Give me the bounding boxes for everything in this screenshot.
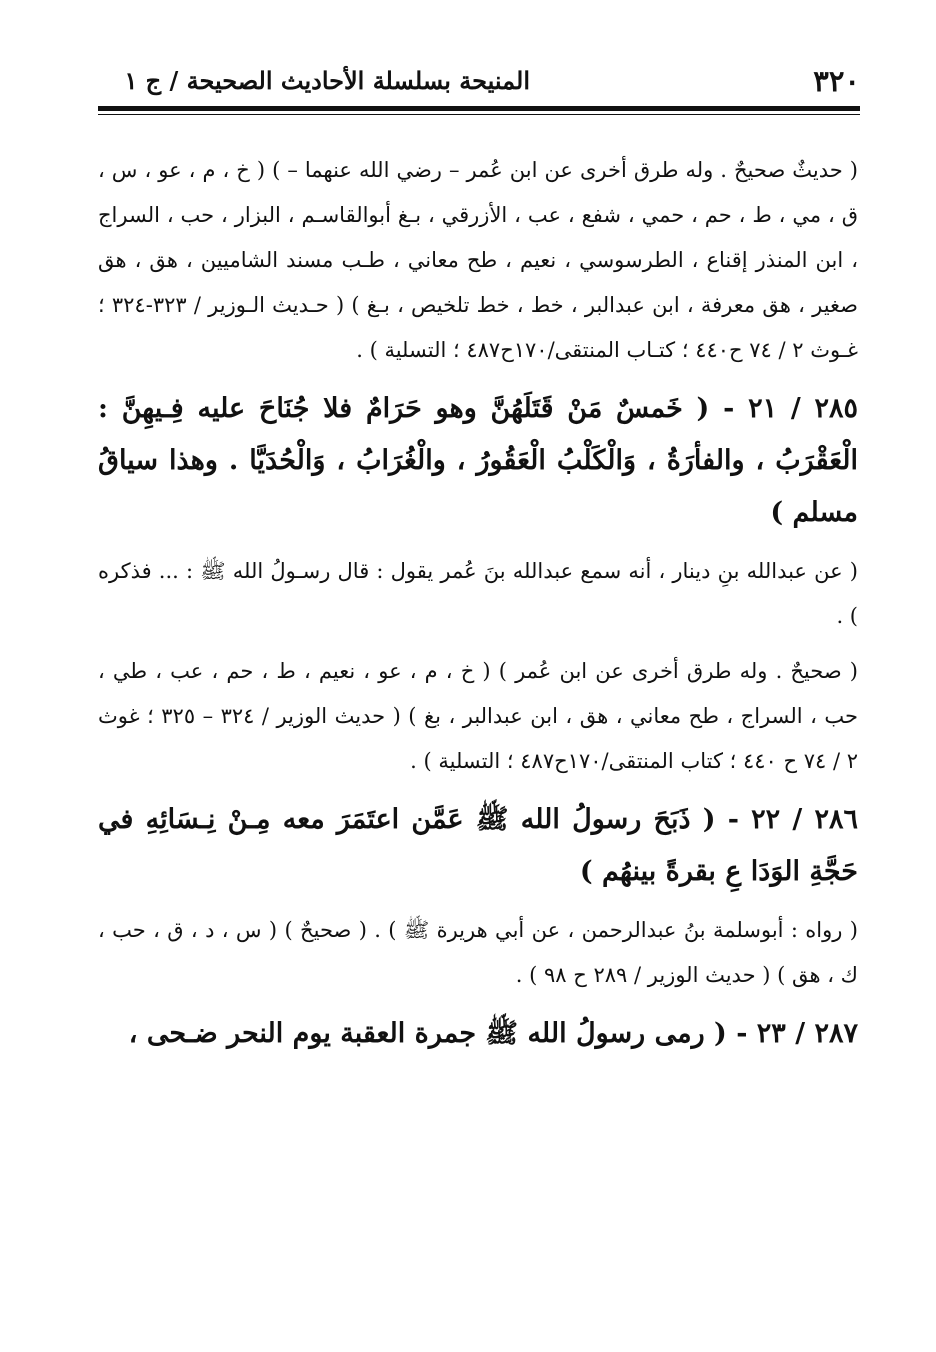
- takhrij-note: ( حديثٌ صحيحٌ . وله طرق أخرى عن ابن عُمر – رضي الله عنهما – ) ( خ ، م ، عو ، س ، ق ، مي ، ط ، حم ، حمي ، شفع ، عب ، الأزرقي ، بـغ أبوالقاسـم ، البزار ، حب ، السراج ، ابن المنذر إقناع ، الطرسوسي ، نعيم ، طح معاني ، طـب مسند الشاميين ، هق ، هق صغير ، هق معرفة ، ابن عبدالبر ، خط ، خط تلخيص ، بـغ ) ( حـديث الـوزير / ٣٢٣-٣٢٤ ؛ غـوث ٢ / ٧٤ ح٤٤٠ ؛ كتـاب المنتقى/١٧٠ح٤٨٧ ؛ التسلية ) .: [98, 158, 858, 362]
- hadith-285: ٢٨٥ / ٢١ - ( خَمسٌ مَنْ قَتَلَهُنَّ وهو حَرَامٌ فلا جُنَاحَ عليه فِـيهِنَّ : الْعَقْرَبُ ، والفأرَةُ ، وَالْكَلْبُ الْعَقُورُ ، والْغُرَابُ ، وَالْحُدَيَّا . وهذا سياقُ مسلم ): [98, 393, 858, 528]
- hadith-287: ٢٨٧ / ٢٣ - ( رمى رسولُ الله ﷺ جمرة العقبة يوم النحر ضـحى ،: [128, 1018, 858, 1049]
- hadith-286: ٢٨٦ / ٢٢ - ( ذَبَحَ رسولُ الله ﷺ عَمَّن اعتَمَرَ معه مِـنْ نِـسَائِهِ في حَجَّةِ الوَدَا عِ بقرةً بينهُم ): [98, 804, 858, 887]
- header-rule-thin: [98, 114, 860, 115]
- takhrij-note: ( رواه : أبوسلمة بنُ عبدالرحمن ، عن أبي هريرة ﷺ ) . ( صحيحٌ ) ( س ، د ، ق ، حب ، ك ، هق ) ( حديث الوزير / ٢٨٩ ح ٩٨ ) .: [98, 918, 858, 987]
- takhrij-note: ( صحيحٌ . وله طرق أخرى عن ابن عُمر ) ( خ ، م ، عو ، نعيم ، ط ، حم ، عب ، طي ، حب ، السراج ، طح معاني ، هق ، ابن عبدالبر ، بغ ) ( حديث الوزير / ٣٢٤ – ٣٢٥ ؛ غوث ٢ / ٧٤ ح ٤٤٠ ؛ كتاب المنتقى/١٧٠ح٤٨٧ ؛ التسلية ) .: [98, 659, 858, 773]
- running-title: المنيحة بسلسلة الأحاديث الصحيحة / ج ١: [124, 66, 530, 95]
- page-header: [100, 58, 860, 102]
- isnad-note: ( عن عبدالله بنِ دينار ، أنه سمع عبدالله بنَ عُمر يقول : قال رسـولُ الله ﷺ : ... فذكره ) .: [98, 559, 858, 628]
- page-number: ٣٢٠: [813, 64, 860, 98]
- page-content: [98, 148, 858, 1070]
- header-rule: [98, 106, 860, 111]
